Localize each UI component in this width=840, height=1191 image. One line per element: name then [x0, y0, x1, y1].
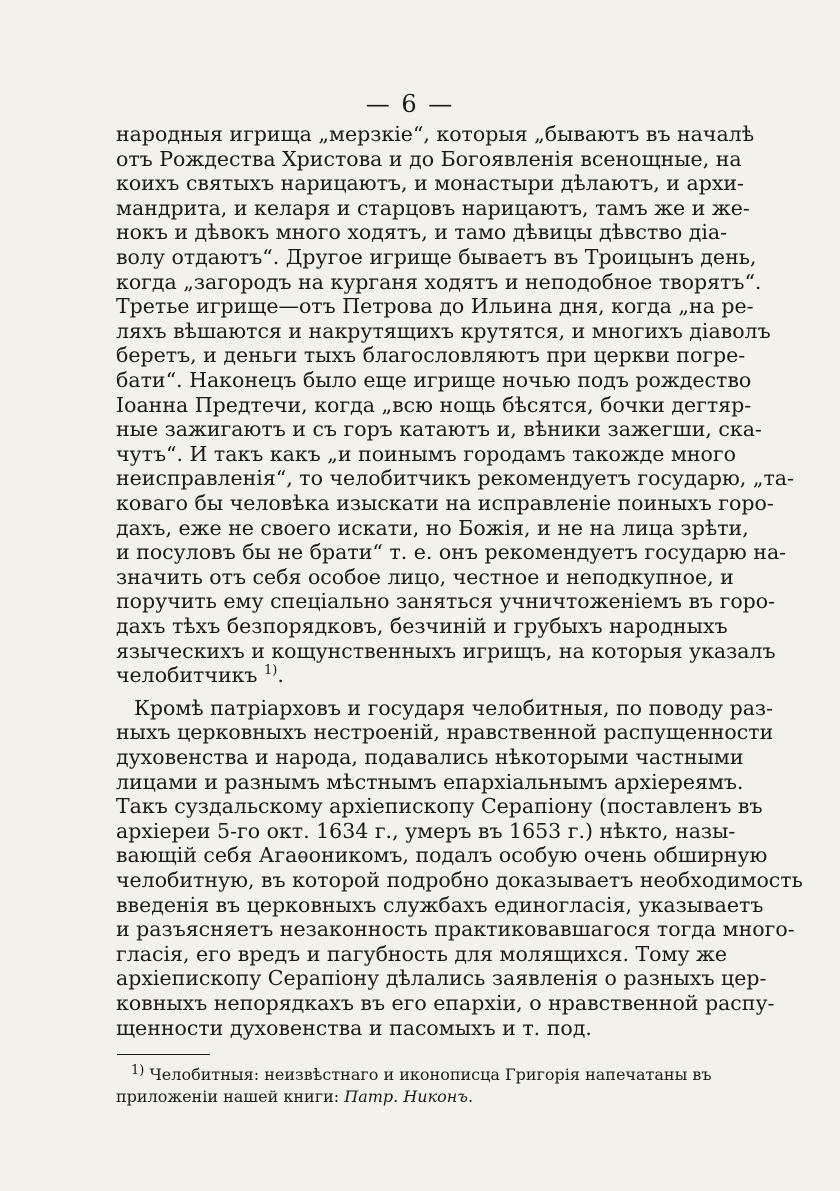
paragraph-1-line: чутъ“. И такъ какъ „и поинымъ городамъ такожде много [116, 441, 736, 466]
paragraph-1-last-line [116, 663, 696, 688]
paragraph-2-line: Кромѣ патріарховъ и государя челобитныя, по поводу раз- [134, 695, 774, 720]
paragraph-1-line: когда „загородъ на курганя ходятъ и неподобное творятъ“. [116, 269, 762, 294]
paragraph-1-line: ные зажигаютъ и съ горъ катаютъ и, вѣники зажегши, ска- [116, 417, 762, 442]
paragraph-1-line: мандрита, и келаря и старцовъ нарицаютъ, тамъ же и же- [116, 195, 750, 220]
paragraph-2-line: лицами и разнымъ мѣстнымъ епархіальнымъ архіереямъ. [116, 769, 744, 794]
paragraph-1-line: коихъ святыхъ нарицаютъ, и монастыри дѣлаютъ, и архи- [116, 171, 744, 196]
page-number: — 6 — [365, 90, 455, 118]
paragraph-1-period: . [277, 663, 284, 688]
paragraph-1-line: Третье игрище—отъ Петрова до Ильина дня, когда „на ре- [116, 294, 754, 319]
paragraph-1-line: нокъ и дѣвокъ много ходятъ, и тамо дѣвицы дѣвство діа- [116, 220, 728, 245]
paragraph-1-line: поручить ему спеціально заняться учничтоженіемъ въ горо- [116, 589, 776, 614]
paragraph-1-line: бати“. Наконецъ было еще игрище ночью подъ рождество [116, 368, 752, 392]
paragraph-2-line: архіереи 5-го окт. 1634 г., умеръ въ 1653 г.) нѣкто, назы- [116, 818, 736, 843]
paragraph-2-line: ковныхъ непорядкахъ въ его епархіи, о нравственной распу- [116, 991, 775, 1015]
paragraph-2-line: введенія въ церковныхъ службахъ единогласія, указываетъ [116, 892, 764, 917]
footnote-divider [117, 1054, 210, 1055]
paragraph-2-line: вающій себя Агаѳоникомъ, подалъ особую очень обширную [116, 843, 768, 868]
paragraph-2-line: челобитную, въ которой подробно доказываетъ необходимость [116, 868, 803, 892]
footnote-reference[interactable]: 1) [264, 663, 278, 679]
paragraph-1-line: и посуловъ бы не брати“ т. е. онъ рекомендуетъ государю на- [116, 540, 787, 565]
paragraph-1-line: языческихъ и кощунственныхъ игрищъ, на которыя указалъ [116, 638, 776, 663]
paragraph-1-line: ляхъ вѣшаются и накрутящихъ крутятся, и многихъ діаволъ [116, 318, 771, 343]
paragraph-2-line: архіепископу Серапіону дѣлались заявленія о разныхъ цер- [116, 966, 767, 991]
paragraph-1-line: волу отдаютъ“. Другое игрище бываетъ въ Троицынъ день, [116, 245, 757, 269]
paragraph-1-line: неисправленія“, то челобитчикъ рекомендуетъ государю, „та- [116, 466, 794, 491]
footnote-line-1 [131, 1063, 712, 1086]
paragraph-1-line: народныя игрища „мерзкіе“, которыя „бываютъ въ началѣ [116, 122, 755, 146]
footnote-period: . [467, 1087, 474, 1107]
paragraph-1-line: дахъ тѣхъ безпорядковъ, безчиній и грубыхъ народныхъ [116, 614, 728, 638]
paragraph-1-line: коваго бы человѣка изыскати на исправленіе поиныхъ горо- [116, 491, 774, 515]
paragraph-1-line: дахъ, еже не своего искати, но Божія, и не на лица зрѣти, [116, 515, 749, 540]
footnote-text-prefix: приложеніи нашей книги: [116, 1087, 345, 1107]
paragraph-2-line: Такъ суздальскому архіепископу Серапіону (поставленъ въ [116, 794, 763, 819]
footnote-book-title: Патр. Никонъ [344, 1087, 468, 1107]
paragraph-1-line: значить отъ себя особое лицо, честное и неподкупное, и [116, 564, 734, 589]
paragraph-1-line: Іоанна Предтечи, когда „всю нощь бѣсятся, бочки дегтяр- [116, 392, 752, 417]
paragraph-2-line: гласія, его вредъ и пагубность для молящихся. Тому же [116, 941, 728, 966]
paragraph-2-line: ныхъ церковныхъ нестроеній, нравственной распущенности [116, 720, 774, 745]
paragraph-2-line: щенности духовенства и пасомыхъ и т. под. [116, 1015, 592, 1040]
footnote-text: Челобитныя: неизвѣстнаго и иконописца Григорія напечатаны въ [149, 1065, 712, 1085]
paragraph-2-line: духовенства и народа, подавались нѣкоторыми частными [116, 745, 744, 769]
paragraph-1-line: беретъ, и деньги тыхъ благословляютъ при церкви погре- [116, 343, 746, 368]
paragraph-2-line: и разъясняетъ незаконность практиковавшагося тогда много- [116, 917, 795, 942]
paragraph-1-last-text: челобитчикъ [116, 663, 258, 688]
footnote-line-2 [116, 1086, 696, 1108]
paragraph-1-line: отъ Рождества Христова и до Богоявленія всенощные, на [116, 146, 742, 171]
footnote-marker: 1) [131, 1063, 145, 1079]
